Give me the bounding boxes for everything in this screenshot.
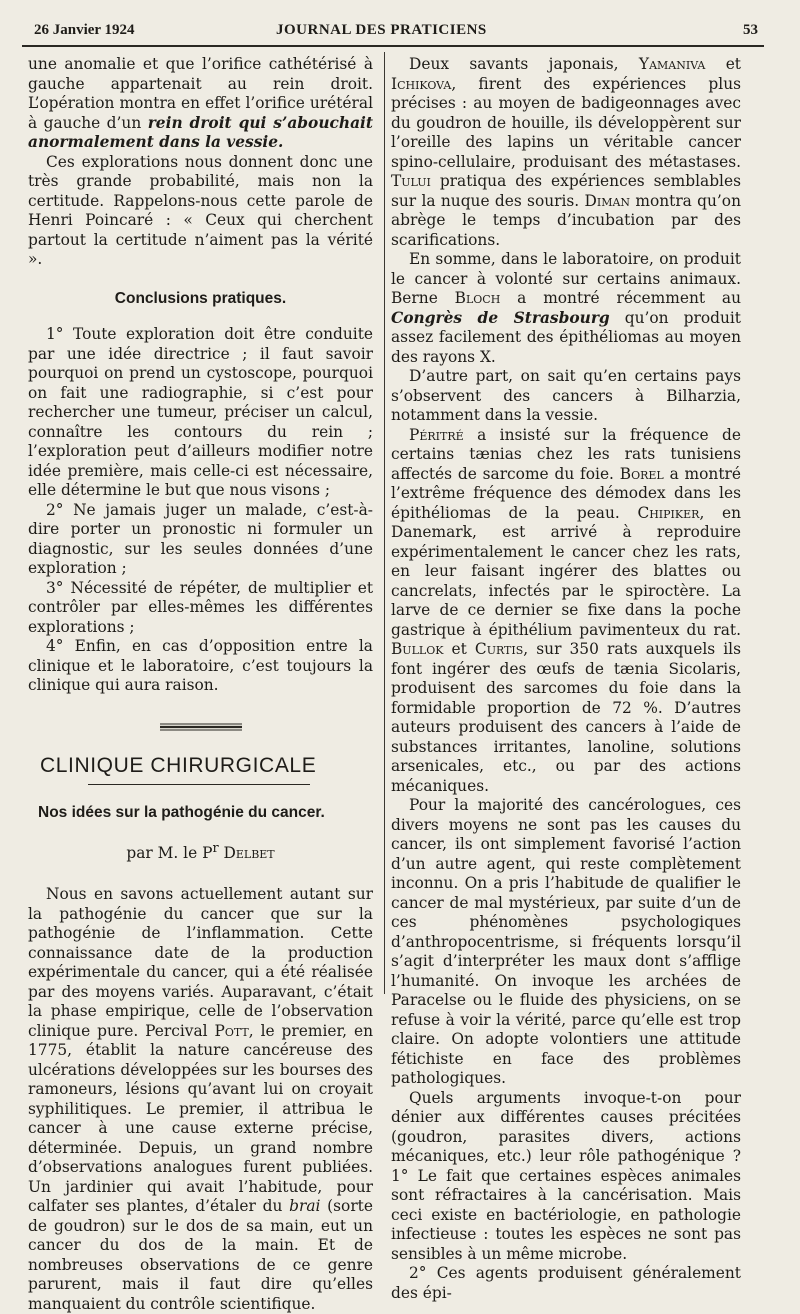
paragraph: Ces explorations nous donnent donc une très grande probabilité, mais non la certitude. Rappelons-nous cette parole de Henri Poincaré : « Ceux qui cherchent partout la certitude n’aiment pas la vérité ».	[28, 152, 373, 268]
header-rule	[22, 45, 764, 47]
header-date: 26 Janvier 1924	[34, 22, 135, 38]
paragraph: D’autre part, on sait qu’en certains pays s’observent des cancers à Bilharzia, notamment dans la vessie.	[391, 367, 741, 424]
section-rule	[88, 784, 310, 785]
author-name: Delbet	[223, 843, 275, 862]
left-column	[28, 55, 373, 1314]
emphasis: brai	[289, 1197, 321, 1216]
person-name: Bloch	[454, 289, 501, 307]
person-name: Diman	[584, 191, 631, 210]
paragraph: Quels arguments invoque-t-on pour dénier aux différentes causes précitées (goudron, parasites divers, actions mécaniques, etc.) leur rôle pathogénique ? 1° Le fait que certaines espèces animales sont réfractaires à la cancérisation. Mais ceci existe en bactériologie, en pathologie infectieuse : toutes les espèces ne sont pas sensibles à un même microbe.	[391, 1088, 741, 1263]
right-column	[391, 55, 741, 1303]
paragraph: Nous en savons actuellement autant sur la pathogénie du cancer que sur la pathogénie de l’inflammation. Cette connaissance date de la production expérimentale du cancer, qui a été réalisée par des moyens variés. Auparavant, c’était la phase empirique, celle de l’observation clinique pure. Percival Pott, le premier, en 1775, établit la nature cancéreuse des ulcérations développées sur les bourses des ramoneurs, lésions qu’avant lui on croyait syphilitiques. Le premier, il attribua le cancer à une cause externe précise, déterminée. Depuis, un grand nombre d’observations analogues furent publiées. Un jardinier qui avait l’habitude, pour calfater ses plantes, d’étaler du brai (sorte de goudron) sur le dos de sa main, eut un cancer du dos de la main. Et de nombreuses observations de ce genre parurent, mais il faut dire qu’elles manquaient du contrôle scientifique.	[28, 885, 373, 1313]
page-number: 53	[743, 22, 758, 38]
emphasis: rein droit qui s’abouchait anormalement dans la vessie.	[28, 113, 373, 151]
paragraph: 2° Ces agents produisent généralement des épi-	[391, 1264, 741, 1302]
person-name: Borel	[619, 464, 664, 483]
section-title: CLINIQUE CHIRURGICALE	[40, 753, 317, 777]
person-name: Bullok	[391, 640, 444, 658]
running-header	[28, 22, 758, 44]
person-name: Chipiker	[637, 503, 700, 522]
section-divider-ornament	[160, 722, 242, 732]
byline: par M. le $P^r$ Delbet	[126, 840, 275, 862]
conclusion-item: 2° Ne jamais juger un malade, c’est-à-dire porter un pronostic ni formuler un diagnostic, sur les seules données d’une exploration ;	[28, 500, 373, 577]
conclusions-heading: Conclusions pratiques.	[114, 289, 287, 307]
conclusion-item: 3° Nécessité de répéter, de multiplier et contrôler par elles-mêmes les différentes explorations ;	[28, 578, 373, 636]
person-name: Péritré	[409, 425, 464, 444]
paragraph: une anomalie et que l’orifice cathétérisé à gauche appartenait au rein droit. L’opération montra en effet l’orifice urétéral à gauche d’un rein droit qui s’abouchait anormalement dans la vessie.	[28, 55, 373, 151]
paragraph: Péritré a insisté sur la fréquence de certains tænias chez les rats tunisiens affectés de sarcome du foie. Borel a montré l’extrême fréquence des démodex dans les épithéliomas de la peau. Chipiker, en Danemark, est arrivé à reproduire expérimentalement le cancer chez les rats, en leur faisant ingérer des blattes ou cancrelats, infectés par le spiroctère. La larve de ce dernier se fixe dans la poche gastrique à épithélium pavimenteux du rat. Bullok et Curtis, sur 350 rats auxquels ils font ingérer des œufs de tænia Sicolaris, produisent des sarcomes du foie dans la formidable proportion de 72 %. D’autres auteurs produisent des cancers à l’aide de substances irritantes, lanoline, solutions arsenicales, etc., ou par des actions mécaniques.	[391, 425, 741, 795]
person-name: Curtis	[474, 640, 524, 658]
emphasis: Congrès de Strasbourg	[391, 308, 610, 327]
conclusion-item: 1° Toute exploration doit être conduite par une idée directrice ; il faut savoir pourquoi on prend un cystoscope, pourquoi on fait une radiographie, si c’est pour rechercher une tumeur, préciser un calcul, connaître les contours du rein ; l’exploration peut d’ailleurs modifier notre idée première, mais celle-ci est nécessaire, elle détermine le but que nous visons ;	[28, 325, 373, 499]
person-name: Yamaniva	[638, 55, 706, 73]
article-title: Nos idées sur la pathogénie du cancer.	[38, 804, 325, 821]
journal-title: JOURNAL DES PRATICIENS	[276, 22, 487, 38]
person-name: Pott	[214, 1021, 249, 1040]
paragraph: Pour la majorité des cancérologues, ces divers moyens ne sont pas les causes du cancer, ils ont simplement favorisé l’action d’un autre agent, qui reste complètement inconnu. On a pris l’habitude de qualifier le cancer de mal mystérieux, par suite d’un de ces phénomènes psychologiques d’anthropocentrisme, si fréquents lorsqu’il s’agit d’interpréter les maux dont s’afflige l’humanité. On invoque les archées de Paracelse ou le fluide des physiciens, on se refuse à voir la vérité, parce qu’elle est trop claire. On adopte volontiers une attitude fétichiste en face des problèmes pathologiques.	[391, 796, 741, 1087]
person-name: Ichikova	[391, 74, 452, 93]
person-name: Tului	[391, 172, 431, 190]
conclusion-item: 4° Enfin, en cas d’opposition entre la clinique et le laboratoire, c’est toujours la clinique qui aura raison.	[28, 637, 373, 694]
paragraph: Deux savants japonais, Yamaniva et Ichikova, firent des expériences plus précises : au moyen de badigeonnages avec du goudron de houille, ils développèrent sur l’oreille des lapins un véritable cancer spino-cellulaire, produisant des métastases. Tului pratiqua des expériences semblables sur la nuque des souris. Diman montra qu’on abrège le temps d’incubation par des scarifications.	[391, 55, 741, 249]
column-divider	[384, 52, 385, 994]
paragraph: En somme, dans le laboratoire, on produit le cancer à volonté sur certains animaux. Berne Bloch a montré récemment au Congrès de Strasbourg qu’on produit assez facilement des épithéliomas au moyen des rayons X.	[391, 250, 741, 366]
